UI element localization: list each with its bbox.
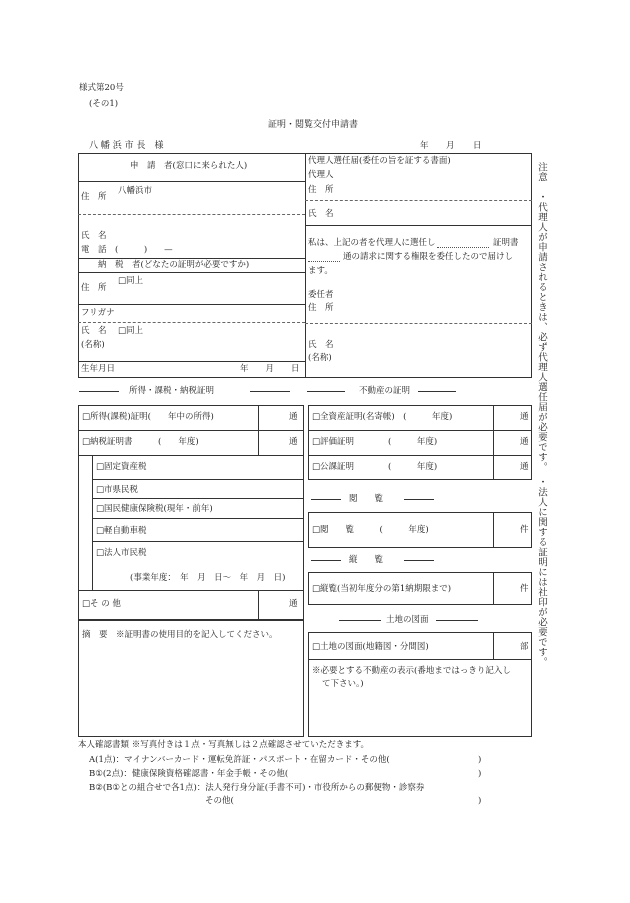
rule [92,518,304,519]
rule [79,391,119,392]
rule [311,499,341,500]
rule [339,620,381,621]
date-month[interactable]: 月 [446,141,455,151]
income-section-title: 所得・課税・納税証明 [129,386,215,396]
rule [436,620,478,621]
notes-vertical [534,162,548,667]
rule [418,391,456,392]
rule [78,214,305,215]
rule [78,455,304,456]
property-valuation-unit: 通 [520,437,529,447]
taxpayer-name-same-checkbox[interactable]: □同上 [118,326,144,336]
rule [250,391,290,392]
applicant-header: 申 請 者(窓口に来られた人) [130,161,248,171]
rule [493,632,494,659]
form-title: 証明・閲覧交付申請書 [268,120,359,130]
purpose-label: 摘 要 ※証明書の使用目的を記入してください。 [82,630,278,640]
rule [92,498,304,499]
delegator-label: 委任者 [308,290,334,300]
agent-header: 代理人選任届(委任の旨を証する書面) [308,156,451,166]
inspection-section-title: 閲 覧 [349,494,384,504]
taxpayer-name-sub: (名称) [81,340,105,350]
taxpayer-address-same-checkbox[interactable]: □同上 [118,276,144,286]
property-public-charge-unit: 通 [520,462,529,472]
viewing-section-title: 縦 覧 [349,555,384,565]
rule [92,455,93,590]
rule [493,572,494,605]
id-docs-heading: 本人確認書類 ※写真付きは１点・写真無しは２点確認させていただきます。 [78,740,370,750]
delegator-address-field[interactable]: 住 所 [308,303,334,313]
agent-statement-cert: 証明書 [493,238,519,248]
rule [305,225,532,226]
rule [92,479,304,480]
id-docs-a[interactable]: A(1点)：マイナンバーカード・運転免許証・パスポート・在留カード・その他( [89,755,390,765]
id-docs-b1-close: ) [478,769,482,779]
rule [305,200,532,201]
taxpayer-dob-field[interactable]: 年 月 日 [240,364,300,374]
taxpayer-name-label: 氏 名 [81,326,107,336]
id-docs-b2-close: ) [478,796,482,806]
land-map-section-title: 土地の図面 [386,615,429,625]
notes-heading: 注意 [536,162,547,182]
rule [308,455,532,456]
rule [92,541,304,542]
tax-item-resident[interactable]: □市県民税 [96,485,139,495]
applicant-address-label: 住 所 [81,192,107,202]
taxpayer-header: 納 税 者(どなたの証明が必要ですか) [98,260,250,270]
income-cert-checkbox[interactable]: □所得(課税)証明( 年中の所得) [82,412,214,422]
rule [78,430,304,431]
rule [404,499,434,500]
inspection-checkbox[interactable]: □閲 覧 ( 年度) [312,525,429,535]
agent-statement-1: 私は、上記の者を代理人に選任し [308,238,436,248]
date-year[interactable]: 年 [420,141,429,151]
land-map-unit: 部 [520,642,529,652]
agent-statement-2: 通の請求に関する権限を委任したので届けし [343,252,514,262]
agent-cert-blank[interactable] [437,247,489,248]
taxpayer-furigana-field[interactable]: フリガナ [81,308,115,318]
rule [78,181,305,182]
note-corporation: ・法人に関する証明には社印が必要です。 [536,477,547,668]
applicant-phone-field[interactable]: 電 話 ( ) — [81,245,173,255]
rule [78,322,305,323]
business-year-field[interactable]: (事業年度： 年 月 日〜 年 月 日) [130,573,286,583]
rule [78,304,305,305]
agent-address-field[interactable]: 住 所 [308,185,334,195]
delegator-name-field[interactable]: 氏 名 [308,340,334,350]
rule [311,560,341,561]
rule [308,659,532,660]
land-map-note-1: ※必要とする不動産の表示(番地まではっきり記入し [312,666,511,676]
other-checkbox[interactable]: □そ の 他 [82,599,121,609]
tax-cert-checkbox[interactable]: □納税証明書 ( 年度) [82,437,199,447]
agent-name-field[interactable]: 氏 名 [308,209,334,219]
tax-cert-unit: 通 [289,437,298,447]
agent-statement-3: ます。 [308,266,333,276]
form-number: 様式第20号 [79,83,124,93]
delegator-name-sub: (名称) [308,353,332,363]
date-day[interactable]: 日 [473,141,482,151]
top-table-divider [305,153,306,378]
property-public-charge-checkbox[interactable]: □公課証明 ( 年度) [312,462,438,472]
agent-label: 代理人 [308,170,334,180]
agent-count-blank[interactable] [308,261,340,262]
applicant-name-field[interactable]: 氏 名 [81,231,107,241]
rule [307,391,345,392]
taxpayer-address-label: 住 所 [81,283,107,293]
land-map-checkbox[interactable]: □土地の図面(地籍図・分間図) [312,642,429,652]
property-valuation-checkbox[interactable]: □評価証明 ( 年度) [312,437,438,447]
rule [78,361,305,362]
land-map-note-2: て下さい。) [322,679,364,689]
viewing-checkbox[interactable]: □縦覧(当初年度分の第1納期限まで) [312,584,452,594]
rule [404,560,434,561]
id-docs-a-close: ) [478,755,482,765]
tax-item-fixed-asset[interactable]: □固定資産税 [96,462,147,472]
applicant-address-field[interactable]: 八幡浜市 [118,186,153,196]
rule [493,512,494,548]
note-agent: ・代理人が申請されるときは、必ず代理人選任届が必要です。 [536,192,547,468]
viewing-unit: 件 [520,584,529,594]
rule [305,323,532,324]
rule [78,272,305,273]
rule [258,590,259,620]
tax-item-light-vehicle[interactable]: □軽自動車税 [96,526,147,536]
property-all-assets-checkbox[interactable]: □全資産証明(名寄帳) ( 年度) [312,412,453,422]
id-docs-b2[interactable]: B②(B①との組合せで各1点)：法人発行身分証(手書不可)・市役所からの郵便物・診察券 [89,783,425,793]
id-docs-b1[interactable]: B①(2点)：健康保険資格確認書・年金手帳・その他( [89,769,289,779]
form-sub-number: (その1) [89,99,119,109]
rule [308,430,532,431]
income-cert-unit: 通 [289,412,298,422]
addressee: 八 幡 浜 市 長 様 [89,141,164,151]
rule [493,405,494,480]
other-unit: 通 [289,599,298,609]
rule [78,590,304,591]
inspection-unit: 件 [520,525,529,535]
property-all-assets-unit: 通 [520,412,529,422]
property-section-title: 不動産の証明 [359,386,411,396]
tax-item-health-insurance[interactable]: □国民健康保険税(現年・前年) [96,504,213,514]
id-docs-b2-other[interactable]: その他( [205,796,234,806]
taxpayer-dob-label: 生年月日 [81,364,116,374]
tax-item-corporate[interactable]: □法人市民税 [96,548,147,558]
rule [78,258,305,259]
